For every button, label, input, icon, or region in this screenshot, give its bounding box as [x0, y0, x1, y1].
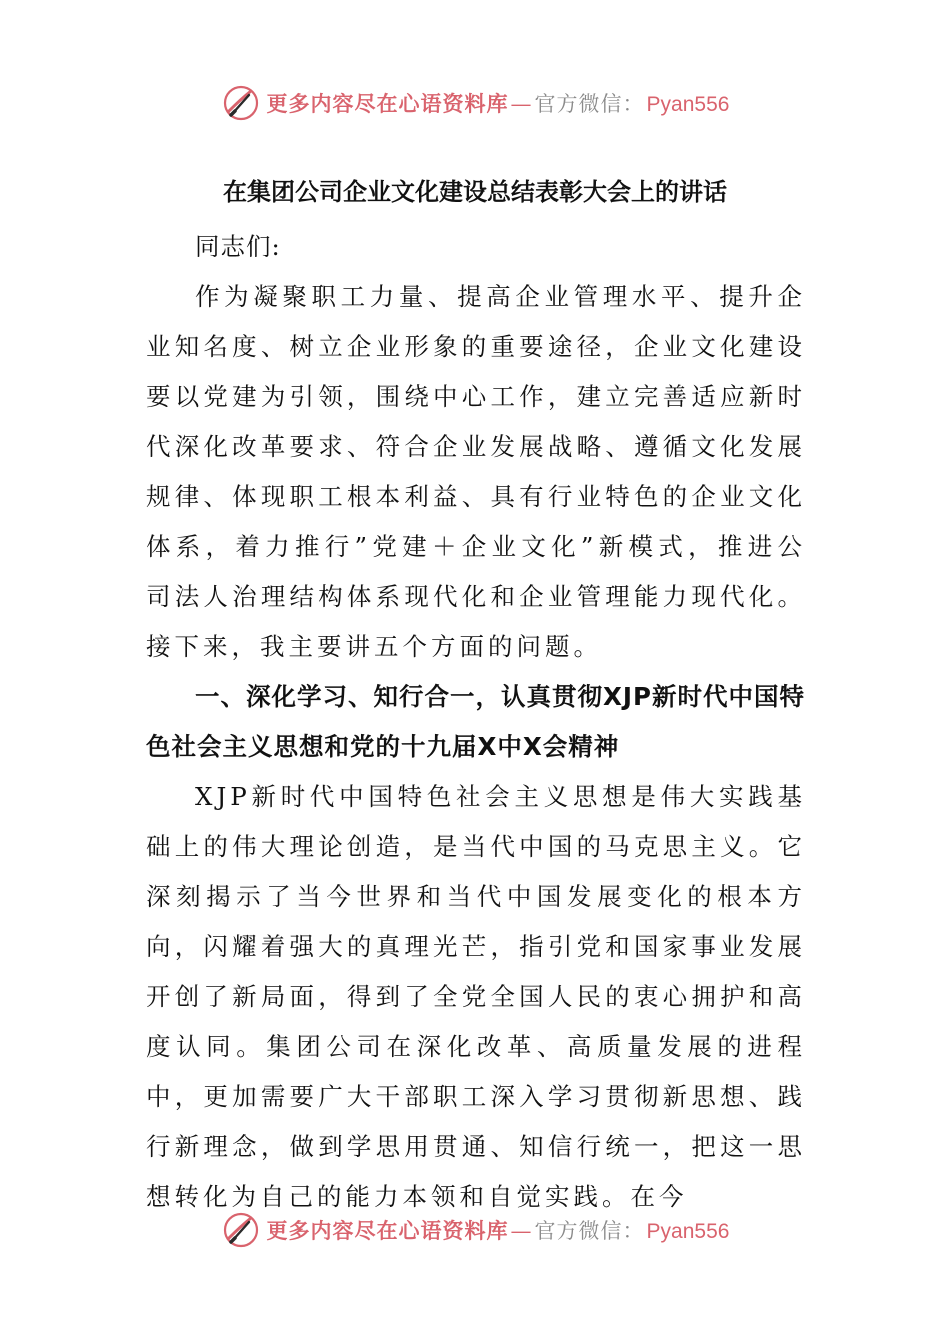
watermark-brand: 更多内容尽在心语资料库	[266, 1218, 509, 1243]
watermark-wechat-id: Pyan556	[646, 1220, 730, 1243]
watermark-banner-top	[0, 78, 950, 128]
watermark-banner-bottom	[0, 1205, 950, 1255]
watermark-wechat-id: Pyan556	[646, 93, 730, 116]
document-body	[146, 222, 806, 1222]
intro-paragraph: 作为凝聚职工力量、提高企业管理水平、提升企业知名度、树立企业形象的重要途径，企业文化建设要以党建为引领，围绕中心工作，建立完善适应新时代深化改革要求、符合企业发展战略、遵循文化发展规律、体现职工根本利益、具有行业特色的企业文化体系，着力推行”党建＋企业文化”新模式，推进公司法人治理结构体系现代化和企业管理能力现代化。接下来，我主要讲五个方面的问题。	[146, 282, 806, 661]
watermark-dash: —	[510, 92, 533, 116]
section-heading: 一、深化学习、知行合一，认真贯彻XJP新时代中国特色社会主义思想和党的十九届X中X会精神	[146, 682, 805, 761]
pen-circle-logo-icon	[221, 1210, 261, 1250]
pen-circle-logo-icon	[221, 83, 261, 123]
document-title: 在集团公司企业文化建设总结表彰大会上的讲话	[223, 178, 727, 206]
section-paragraph: XJP新时代中国特色社会主义思想是伟大实践基础上的伟大理论创造，是当代中国的马克思主义。它深刻揭示了当今世界和当代中国发展变化的根本方向，闪耀着强大的真理光芒，指引党和国家事业发展开创了新局面，得到了全党全国人民的衷心拥护和高度认同。集团公司在深化改革、高质量发展的进程中，更加需要广大干部职工深入学习贯彻新思想、践行新理念，做到学思用贯通、知信行统一，把这一思想转化为自己的能力本领和自觉实践。在今	[146, 782, 806, 1211]
watermark-dash: —	[510, 1219, 533, 1243]
salutation: 同志们:	[195, 232, 281, 261]
watermark-text	[267, 88, 730, 118]
watermark-text	[267, 1215, 730, 1245]
watermark-wechat-label: 官方微信：	[534, 92, 645, 116]
watermark-wechat-label: 官方微信：	[534, 1219, 645, 1243]
watermark-brand: 更多内容尽在心语资料库	[266, 91, 509, 116]
